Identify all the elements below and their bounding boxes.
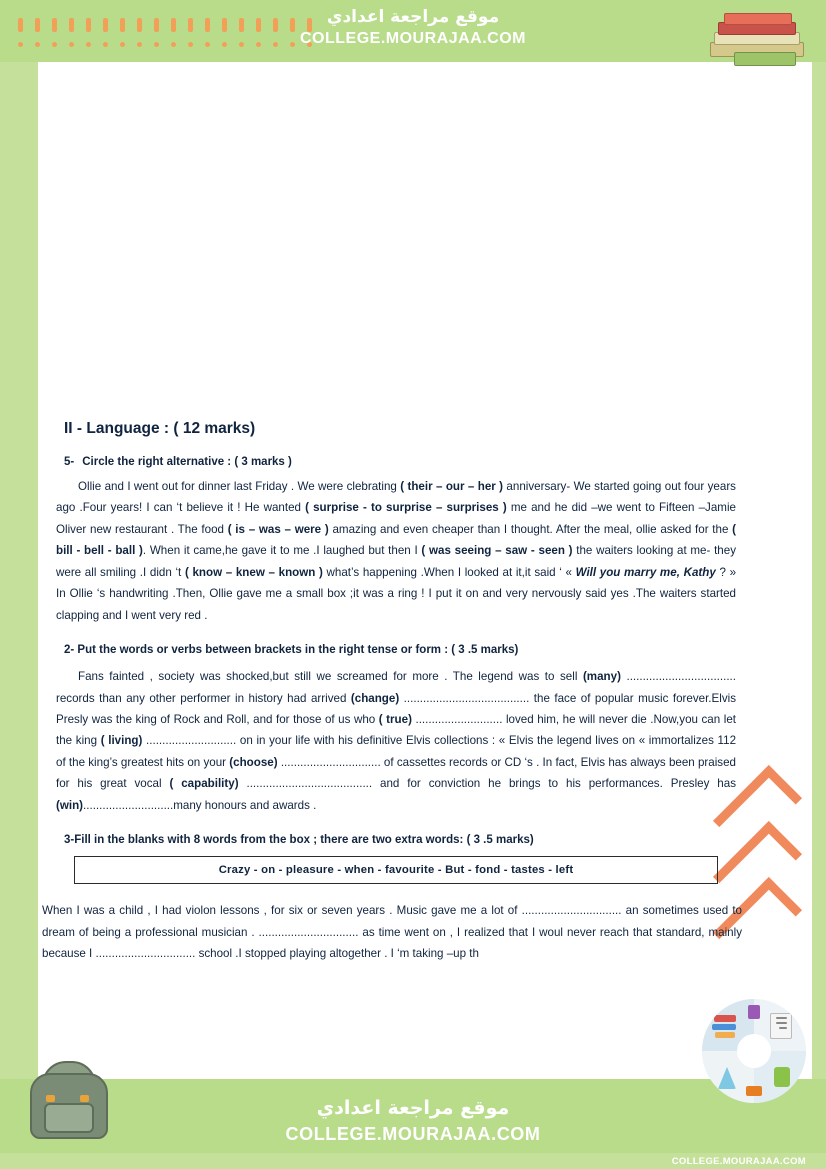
page-border-left [0,0,38,1169]
task-2-heading: 2- Put the words or verbs between brackets in the right tense or form : ( 3 .5 marks) [64,644,519,657]
header-titles [203,6,623,50]
task-1-passage: Ollie and I went out for dinner last Friday . We were clebrating ( their – our – her ) anniversary- We started going out four years ago .Four years! I can ‘t believe it ! He wanted ( surprise - to surprise – surprises ) me and he did –we went to Fifteen –Jamie Oliver new restaurant . The food ( is – was – were ) amazing and even cheaper than I thought. After the meal, ollie asked for the ( bill - bell - ball ). When it came,he gave it to me .I laughed but then I ( was seeing – saw - seen ) the waiters looking at me- they were all smiling .I didn ‘t ( know – knew – known ) what’s happening .When I looked at it,it said ‘ « Will you marry me, Kathy ? » In Ollie ‘s handwriting .Then, Ollie gave me a small box ;it was a ring ! I put it on and very nervously said yes .The waiters started clapping and I went very red . [56,480,737,622]
footer-titles [183,1095,643,1147]
task-3-heading: 3-Fill in the blanks with 8 words from the box ; there are two extra words: ( 3 .5 marks) [64,834,534,847]
books-illustration-icon [704,8,808,70]
section-title: II - Language : ( 12 marks) [64,420,256,437]
task-1-heading [64,456,736,468]
page-border-left-inner [38,0,44,1169]
header-site-url: COLLEGE.MOURAJAA.COM [300,30,526,48]
backpack-illustration-icon [22,1055,114,1141]
science-icons-circle-icon [702,999,806,1103]
header-arabic-title: موقع مراجعة اعدادي [326,7,500,27]
worksheet-content [42,420,742,980]
page-border-right [812,0,826,1169]
task-2-passage: Fans fainted , society was shocked,but still we screamed for more . The legend was to sell (many) .................................. records than any other performer in history had arrived (change) ....................................... the face of popular music forever.Elvis Presly was the king of Rock and Roll, and for those of us who ( true) ........................... loved him, he will never die .Now,you can let the king ( living) ............................ on in your life with his definitive Elvis collections : « Elvis the legend lives on « immortalizes 112 of the king’s greatest hits on your (choose) ............................... of cassettes records or CD ‘s . In fact, Elvis has always been praised for his great vocal ( capability) ....................................... and for conviction he brings to his performances. Presley has (win)............................many honours and awards . [56,670,737,812]
task-3-passage: When I was a child , I had violon lessons , for six or seven years . Music gave me a lot of ............................... an sometimes used to dream of being a professional musician . ............................... as time went on , I realized that I woul never reach that standard, mainly because I ............................... school .I stopped playing altogether . I ‘m taking –up th [42,904,742,960]
task-1-instruction: Circle the right alternative : ( 3 marks ) [82,456,292,468]
footer-site-url: COLLEGE.MOURAJAA.COM [285,1123,541,1144]
task-1-number: 5- [64,456,75,468]
footer-credit: COLLEGE.MOURAJAA.COM [671,1156,806,1167]
footer-arabic-title: موقع مراجعة اعدادي [316,1097,510,1120]
task-3-word-box: Crazy - on - pleasure - when - favourite - But - fond - tastes - left [74,856,718,884]
